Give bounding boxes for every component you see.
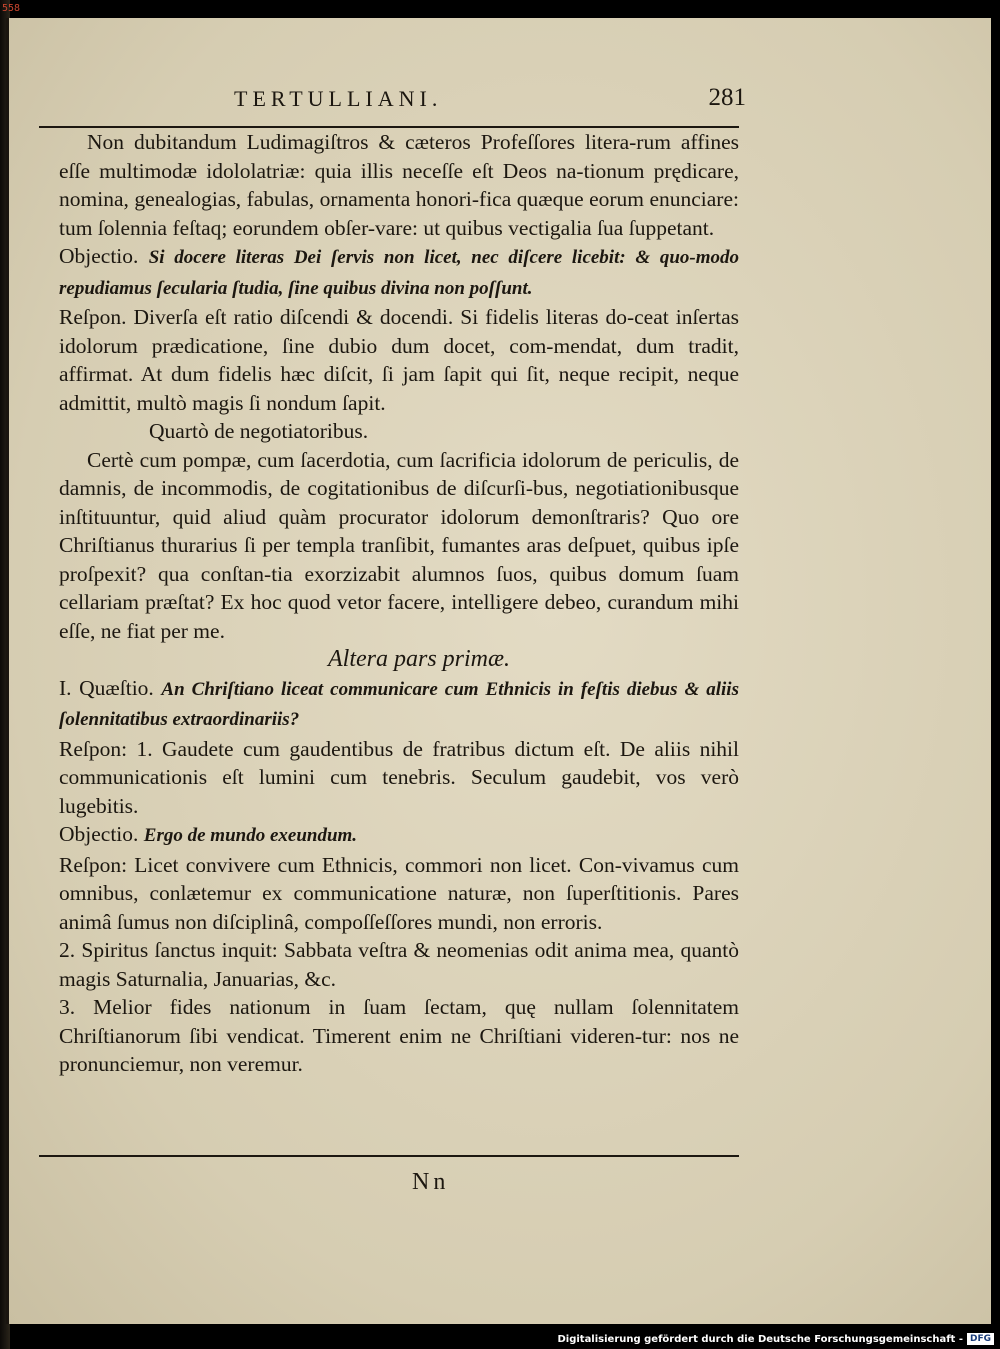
text-run: Quartò de negotiatoribus. [149, 419, 369, 443]
catchword-signature: Nn [412, 1169, 450, 1195]
scan-id-label: 558 [2, 3, 21, 14]
paragraph [59, 674, 739, 735]
dfg-logo: DFG [967, 1333, 994, 1345]
page-number: 281 [708, 84, 746, 111]
italic-text: Si docere literas Dei ſervis non licet, nec diſcere licebit: & quo-modo repudiamus ſecularia ſtudia, ſine quibus divina non poſſunt. [59, 247, 739, 299]
paragraph [59, 820, 739, 851]
text-run: Reſpon: Licet convivere cum Ethnicis, commori non licet. Con-vivamus cum omnibus, conlætemur ex communicatione naturæ, non ſuperſtitionis. Pares animâ ſumus non diſciplinâ, compoſſeſſores mundi, non erroris. [59, 852, 739, 934]
paragraph [59, 851, 739, 937]
text-run: I. Quæſtio. [59, 675, 162, 700]
digitization-credit [557, 1333, 994, 1345]
text-run: Certè cum pompæ, cum ſacerdotia, cum ſacrificia idolorum de periculis, de damnis, de incommodis, de cogitationibus de diſcurſi-bus, negotiationibusque inſtituuntur, quid aliud quàm procurator idolorum demonſtraris? Quo ore Chriſtianus thurarius ſi per templa tranſibit, fumantes aras deſpuet, quibus ipſe proſpexit? qua conſtan-tia exorzizabit alumnos ſuos, quibus domum ſuam cellariam præſtat? Ex hoc quod vetor facere, intelligere debeo, curandum mihi eſſe, ne fiat per me. [59, 447, 739, 643]
text-run: Non dubitandum Ludimagiſtros & cæteros Profeſſores litera-rum affines eſſe multimodæ idololatriæ: quia illis neceſſe eſt Deos na-tionum prędicare, nomina, genealogias, fabulas, ornamenta honori-fica quæque eorum enunciare: tum ſolennia feſtaq; eorundem obſer-vare: ut quibus vectigalia ſua ſuppetant. [59, 130, 739, 240]
section-heading [59, 417, 739, 446]
text-run: 2. Spiritus ſanctus inquit: Sabbata veſtra & neomenias odit anima mea, quantò magis Saturnalia, Januarias, &c. [59, 938, 739, 991]
text-run: Altera pars primæ. [327, 646, 510, 672]
paragraph [59, 735, 739, 821]
paragraph [59, 303, 739, 417]
page-header [39, 84, 746, 116]
paragraph [59, 446, 739, 646]
text-run: Objectio. [59, 822, 144, 846]
running-title: TERTULLIANI. [234, 86, 443, 111]
text-run: Reſpon. Diverſa eſt ratio diſcendi & docendi. Si fidelis literas do-ceat inſertas idolorum prædicatione, ſine dubio dum docet, com-mendat, dum tradit, affirmat. At dum fidelis hæc diſcit, ſi jam ſapit qui ſit, neque recipit, neque admittit, multò magis ſi nondum ſapit. [59, 305, 739, 415]
italic-text: Ergo de mundo exeundum. [143, 825, 358, 846]
paragraph [59, 128, 739, 242]
body-text [59, 128, 739, 1079]
section-heading [59, 645, 739, 674]
paragraph [59, 242, 739, 303]
text-run: Reſpon: 1. Gaudete cum gaudentibus de fratribus dictum eſt. De aliis nihil communicationis eſt lumini cum tenebris. Seculum gaudebit, vos verò lugebitis. [59, 736, 739, 818]
text-run: 3. Melior fides nationum in ſuam ſectam, quę nullam ſolennitatem Chriſtianorum ſibi vendicat. Timerent enim ne Chriſtiani videren-tur: nos ne pronunciemur, non veremur. [59, 995, 739, 1076]
paragraph [59, 993, 739, 1079]
italic-text: An Chriſtiano liceat communicare cum Ethnicis in feſtis diebus & aliis ſolennitatibus extraordinariis? [59, 678, 739, 730]
credit-text: Digitalisierung gefördert durch die Deutsche Forschungsgemeinschaft - [557, 1333, 963, 1345]
footer-rule [39, 1155, 739, 1157]
paragraph [59, 936, 739, 993]
book-page [6, 18, 991, 1324]
text-run: Objectio. [59, 244, 149, 268]
